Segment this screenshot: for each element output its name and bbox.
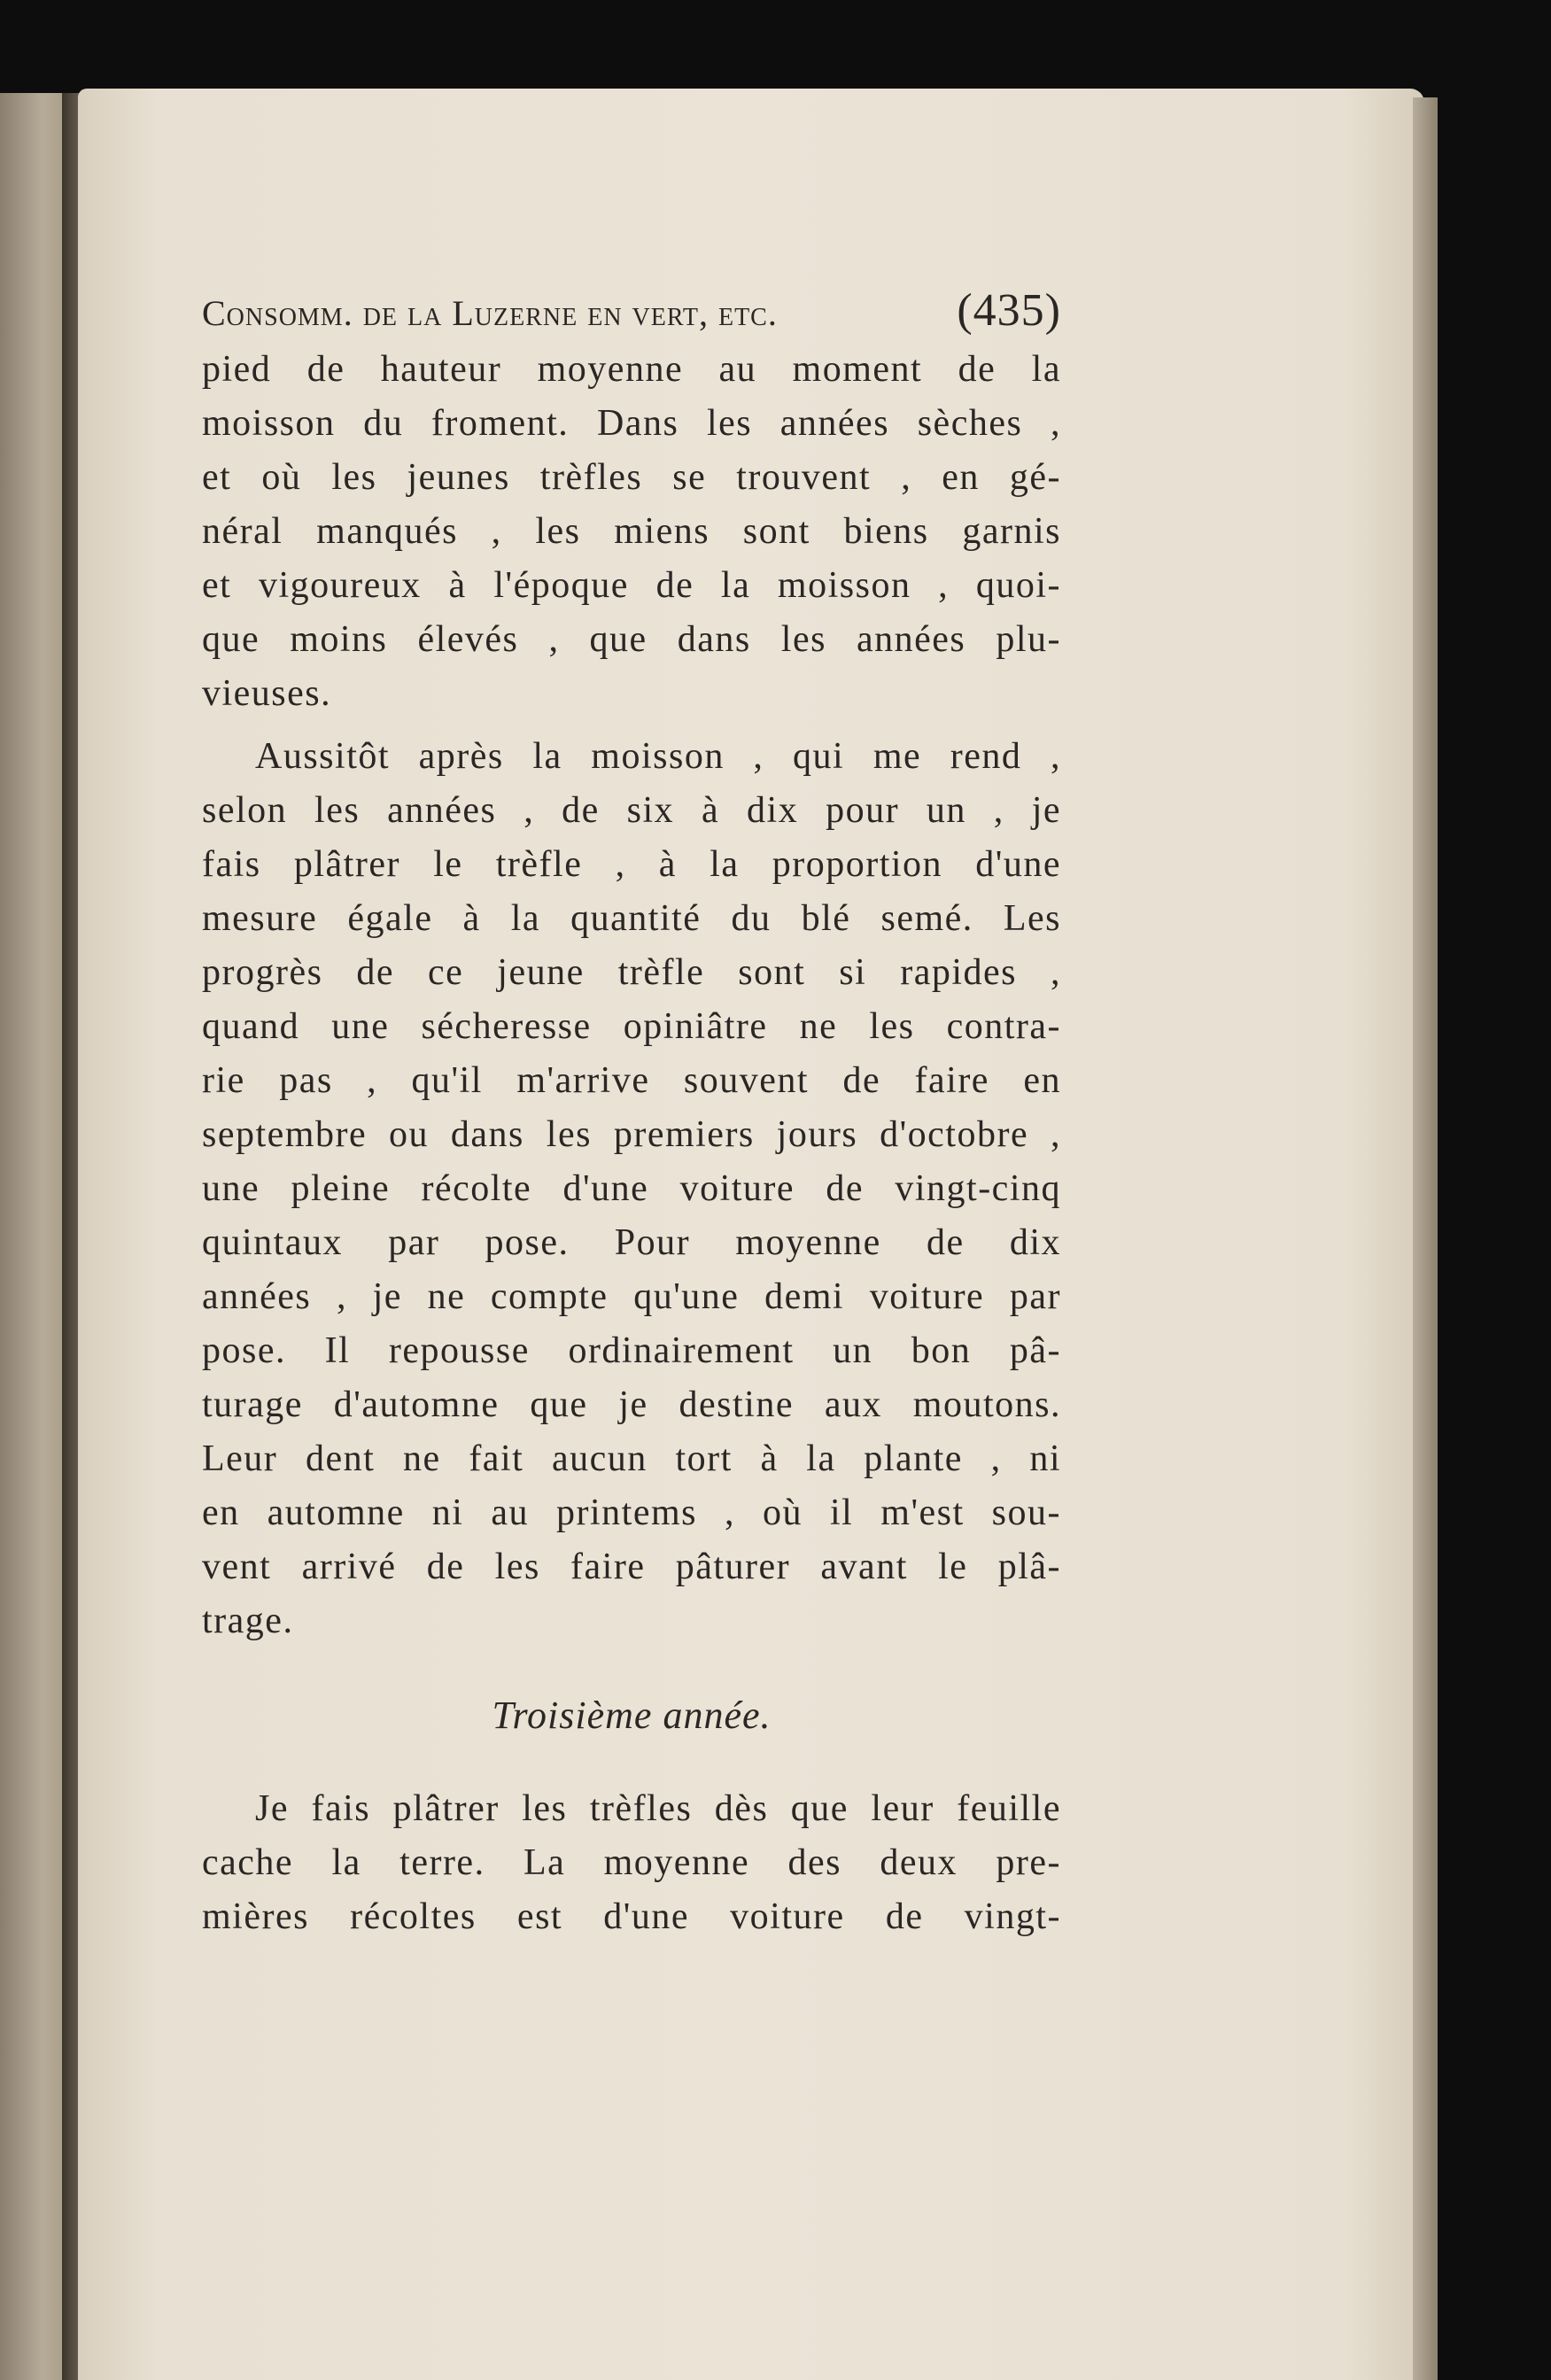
text-line: et vigoureux à l'époque de la moisson , quoi- xyxy=(202,565,1061,606)
section-title: Troisième année. xyxy=(492,1694,772,1737)
text-line: que moins élevés , que dans les années plu- xyxy=(202,619,1061,660)
text-line: néral manqués , les miens sont biens garnis xyxy=(202,511,1061,552)
text-line: et où les jeunes trèfles se trouvent , en gé- xyxy=(202,457,1061,498)
text-line: moisson du froment. Dans les années sèches , xyxy=(202,403,1061,444)
page-number: (435) xyxy=(957,285,1061,336)
text-line: cache la terre. La moyenne des deux pre- xyxy=(202,1842,1061,1883)
text-line: trage. xyxy=(202,1601,294,1641)
running-head-title: Consomm. de la Luzerne en vert, etc. xyxy=(202,293,778,333)
text-line: pied de hauteur moyenne au moment de la xyxy=(202,349,1061,390)
text-line: fais plâtrer le trèfle , à la proportion d'une xyxy=(202,844,1061,885)
right-page-edge xyxy=(1413,97,1438,2380)
paragraph-gap xyxy=(202,721,1061,730)
paragraph-3 xyxy=(202,1782,1061,1944)
text-line: septembre ou dans les premiers jours d'octobre , xyxy=(202,1114,1061,1155)
running-head xyxy=(202,279,1061,343)
text-line: Je fais plâtrer les trèfles dès que leur feuille xyxy=(255,1788,1061,1829)
text-line: vent arrivé de les faire pâturer avant le plâ- xyxy=(202,1547,1061,1587)
text-line: années , je ne compte qu'une demi voiture par xyxy=(202,1276,1061,1317)
text-line: Leur dent ne fait aucun tort à la plante , ni xyxy=(202,1438,1061,1479)
text-line: quand une sécheresse opiniâtre ne les contra- xyxy=(202,1006,1061,1047)
text-line: mières récoltes est d'une voiture de vingt- xyxy=(202,1896,1061,1937)
text-line: selon les années , de six à dix pour un , je xyxy=(202,790,1061,831)
paragraph-2 xyxy=(202,730,1061,1648)
text-line: en automne ni au printems , où il m'est sou- xyxy=(202,1492,1061,1533)
left-page-edge xyxy=(0,93,71,2380)
text-line: vieuses. xyxy=(202,673,332,714)
text-line: Aussitôt après la moisson , qui me rend , xyxy=(255,736,1061,777)
text-line: une pleine récolte d'une voiture de vingt-cinq xyxy=(202,1168,1061,1209)
text-line: turage d'automne que je destine aux moutons. xyxy=(202,1384,1061,1425)
text-line: rie pas , qu'il m'arrive souvent de faire en xyxy=(202,1060,1061,1101)
text-line: mesure égale à la quantité du blé semé. Les xyxy=(202,898,1061,939)
text-line: quintaux par pose. Pour moyenne de dix xyxy=(202,1222,1061,1263)
page-text xyxy=(202,279,1061,1944)
text-line: pose. Il repousse ordinairement un bon pâ- xyxy=(202,1330,1061,1371)
paragraph-1 xyxy=(202,343,1061,721)
text-line: progrès de ce jeune trèfle sont si rapides , xyxy=(202,952,1061,993)
